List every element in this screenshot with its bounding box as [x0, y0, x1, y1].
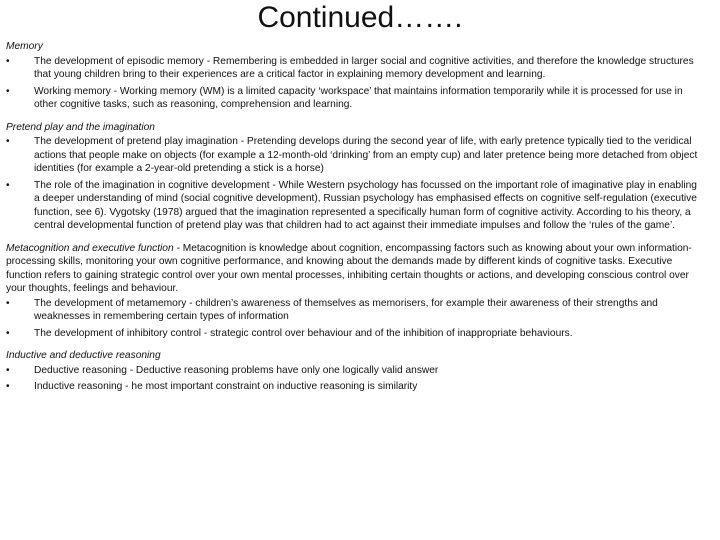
- bullet-list: [6, 135, 702, 233]
- section-intro: [6, 242, 702, 296]
- bullet-marker: •: [6, 381, 10, 392]
- list-item-text: The development of episodic memory - Remembering is embedded in larger social and cognitive activities, and therefore the knowledge structures that young children bring to their experiences are a critical factor in explaining memory development and learning.: [34, 55, 694, 80]
- heading-separator: -: [173, 242, 183, 254]
- list-item: [6, 364, 702, 378]
- bullet-marker: •: [6, 327, 10, 339]
- list-item: [6, 380, 702, 394]
- section-memory: [6, 40, 702, 112]
- section-heading: Inductive and deductive reasoning: [6, 350, 161, 361]
- section-heading: Pretend play and the imagination: [6, 121, 155, 133]
- bullet-marker: •: [6, 136, 10, 147]
- section-reasoning: [6, 349, 702, 394]
- page-title: Continued…….: [257, 1, 463, 34]
- list-item: [6, 85, 702, 112]
- bullet-marker: •: [6, 85, 10, 97]
- bullet-list: [6, 55, 702, 112]
- section-metacognition: [6, 242, 702, 341]
- list-item: [6, 135, 702, 176]
- list-item-text: Deductive reasoning - Deductive reasoning problems have only one logically valid answer: [34, 364, 439, 376]
- section-heading: Metacognition and executive function: [6, 242, 174, 254]
- bullet-list: [6, 364, 702, 394]
- list-item: [6, 297, 702, 324]
- bullet-marker: •: [6, 364, 10, 376]
- list-item-text: The development of inhibitory control - strategic control over behaviour and of the inhibition of inappropriate behaviours.: [34, 327, 573, 339]
- bullet-list: [6, 297, 702, 341]
- list-item: [6, 55, 702, 82]
- list-item: [6, 179, 702, 233]
- list-item-text: The development of pretend play imagination - Pretending develops during the second year of life, with early pretence typically tied to the veridical actions that people make on objects (for example a 12-month-old ‘drinking’ from an empty cup) and later pretence being more detached from object identities (for example a 2-year-old pretending a stick is a horse): [34, 136, 698, 174]
- bullet-marker: •: [6, 297, 10, 309]
- bullet-marker: •: [6, 55, 10, 67]
- list-item: [6, 327, 702, 341]
- document-body: [6, 40, 702, 403]
- section-heading: Memory: [6, 41, 43, 52]
- bullet-marker: •: [6, 179, 10, 191]
- list-item-text: The development of metamemory - children’s awareness of themselves as memorisers, for example their awareness of their strengths and weaknesses in remembering certain types of information: [34, 297, 658, 322]
- list-item-text: Inductive reasoning - he most important constraint on inductive reasoning is similarity: [34, 381, 418, 392]
- list-item-text: Working memory - Working memory (WM) is a limited capacity ‘workspace’ that maintains information temporarily while it is processed for use in other cognitive tasks, such as reasoning, comprehension and learning.: [34, 85, 683, 110]
- section-pretend-play: [6, 121, 702, 233]
- list-item-text: The role of the imagination in cognitive development - While Western psychology has focussed on the important role of imaginative play in enabling a deeper understanding of mind (social cognitive development), Russian psychology has emphasised effects on cognitive self-regulation (executive function, see 6). Vygotsky (1978) argued that the imagination represented a specifically human form of cognitive activity. According to his theory, a central developmental function of pretend play was that children had to act against their immediate impulses and follow the ‘rules of the game’.: [34, 179, 697, 231]
- intro-text: Metacognition is knowledge about cognition, encompassing factors such as knowing about your own information-processing skills, monitoring your own cognitive performance, and knowing about the demands made by different kinds of cognitive tasks. Executive function refers to gaining strategic control over your own mental processes, inhibiting certain thoughts or actions, and developing conscious control over your thoughts, feelings and behaviour.: [6, 242, 692, 294]
